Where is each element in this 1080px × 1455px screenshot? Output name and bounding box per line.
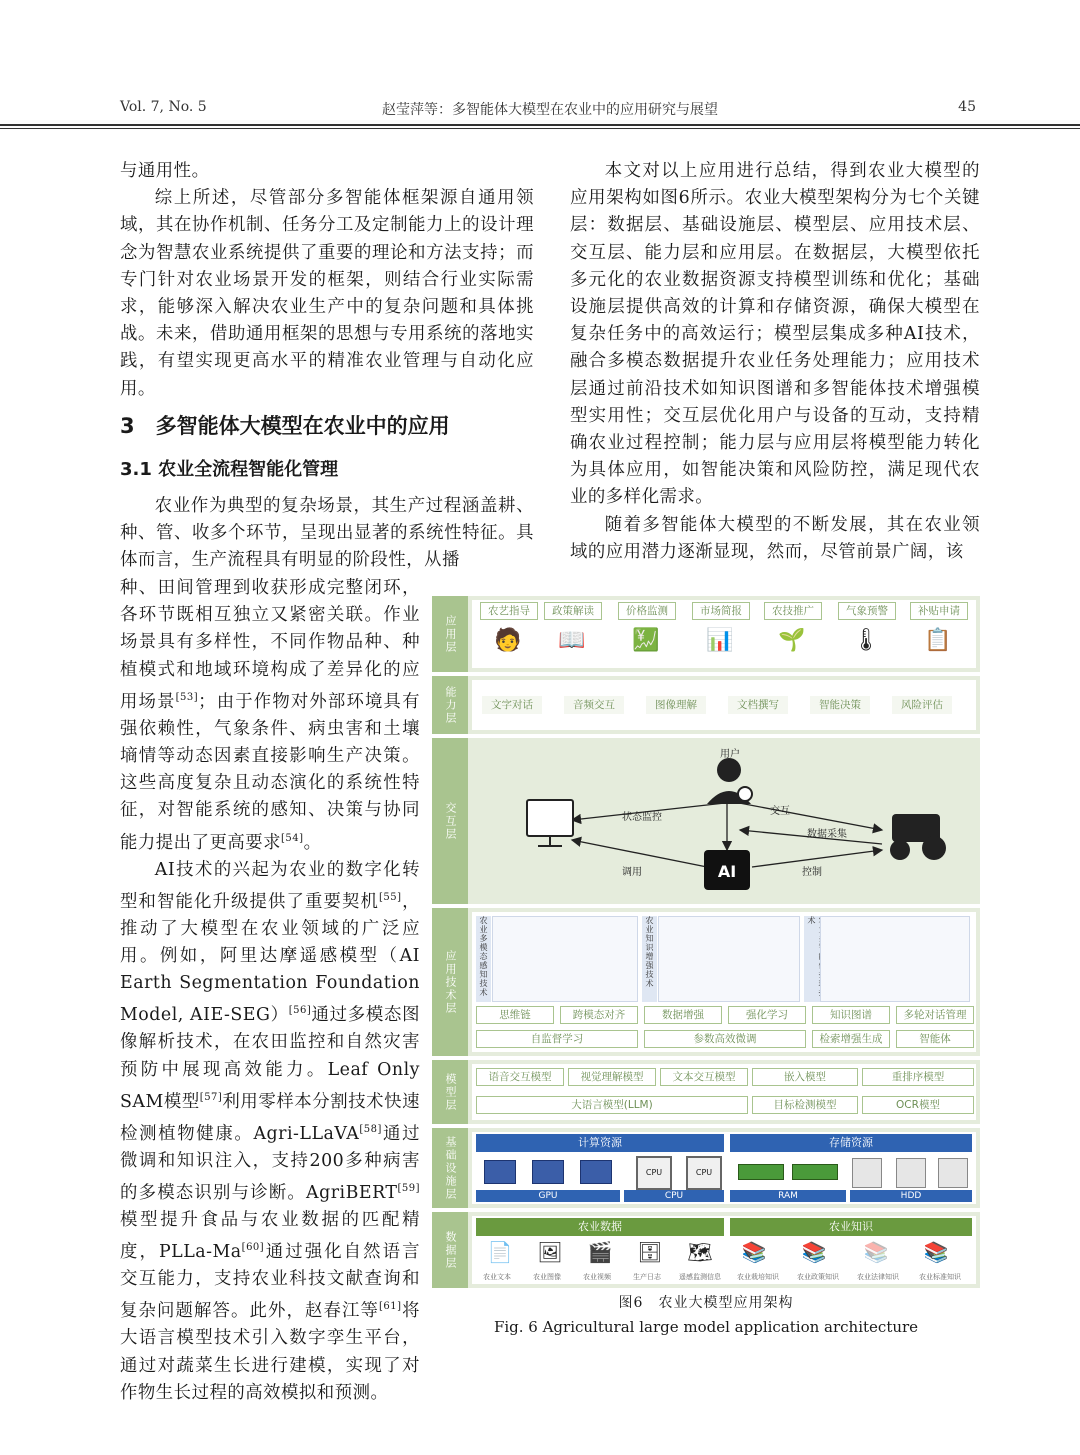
layer-model [432, 1060, 980, 1124]
layer-label [432, 738, 468, 904]
search-icon [738, 787, 752, 801]
user-label: 用户 [720, 749, 740, 760]
tech-panel-label: 农业知识增强技术 [642, 916, 657, 1002]
layer-label [432, 596, 468, 672]
app-tag: 政策解读 [544, 602, 602, 620]
citation[interactable]: [55] [378, 891, 402, 903]
layer-technology [432, 908, 980, 1056]
layer-interaction [432, 738, 980, 904]
monitor-label: 状态监控 [622, 812, 662, 823]
tech-tag: 数据增强 [644, 1006, 722, 1024]
text-ai-b: ，推动了大模型在农业领域的广泛应用。例如，阿里达摩遥感模型（AI Earth Segmentation Foundation Model, AIE-SEG） [120, 891, 420, 1026]
text-ai-g: 通过强化自然语言交互能力，支持农业科技文献查询和复杂问题解答。此外，赵春江等 [120, 1242, 420, 1322]
subsection-heading: 3.1 农业全流程智能化管理 [120, 459, 339, 480]
collect-label: 数据采集 [807, 829, 847, 840]
running-title: 赵莹萍等：多智能体大模型在农业中的应用研究与展望 [382, 102, 718, 118]
tech-tag: 检索增强生成 [812, 1030, 890, 1048]
left-column-narrow [120, 575, 420, 1407]
layer-infrastructure [432, 1128, 980, 1208]
volume-label: Vol. 7, No. 5 [120, 99, 207, 115]
citation[interactable]: [58] [359, 1123, 382, 1135]
layer-content [472, 600, 976, 668]
tech-tag: 知识图谱 [812, 1006, 890, 1024]
compute-bar: 计算资源 [476, 1134, 724, 1152]
gpu-icon [532, 1160, 564, 1184]
model-tag: 重排序模型 [862, 1068, 974, 1086]
text-ai-f: 模型提升食品与农业数据的匹配精度，PLLa-Ma [120, 1210, 420, 1263]
para-summary: 综上所述，尽管部分多智能体框架源自通用领域，其在协作机制、任务分工及定制能力上的设计理念为智慧农业系统提供了重要的理论和方法支持；而专门针对农业场景开发的框架，则结合行业实际需求，能够深入解决农业生产中的复杂问题和具体挑战。未来，借助通用框架的思想与专用系统的落地实践，有望实现更高水平的精准农业管理与自动化应用。 [120, 188, 534, 399]
perception-diagram [492, 916, 638, 1002]
ability-tag: 风险评估 [892, 696, 952, 714]
text-scenario-c: 。 [303, 832, 322, 853]
model-tag: 嵌入模型 [752, 1068, 858, 1086]
layer-label-text: 交互层 [444, 801, 457, 841]
citation[interactable]: [56] [288, 1005, 312, 1017]
gpu-icon [484, 1160, 516, 1184]
app-tag: 补贴申请 [910, 602, 968, 620]
tech-panel-label: 农业多模态感知技术 [476, 916, 491, 1002]
tech-tag: 思维链 [476, 1006, 554, 1024]
layer-ability [432, 676, 980, 734]
cpu-chip-icon: CPU [636, 1156, 672, 1190]
layer-content [472, 1064, 976, 1120]
citation[interactable]: [60] [241, 1242, 265, 1254]
para-continuation: 与通用性。 [120, 161, 210, 181]
arrow-control [752, 850, 882, 867]
monitor-icon [527, 800, 573, 836]
data-item-label: 农业标准知识 [919, 1273, 961, 1281]
presentation-icon: 📊 [706, 628, 734, 653]
tech-panel-label: 术 [804, 916, 830, 1002]
invoke-label: 调用 [622, 867, 642, 878]
model-tag: 视觉理解模型 [568, 1068, 656, 1086]
ability-tag: 文字对话 [482, 696, 542, 714]
books-icon: 📚 [741, 1240, 767, 1264]
data-item-label: 农业法律知识 [857, 1273, 899, 1281]
para-intro [120, 493, 534, 575]
image-icon: 🖼 [537, 1240, 563, 1264]
interaction-diagram [472, 742, 976, 900]
para-ai [120, 857, 420, 1407]
knowledge-diagram [658, 916, 800, 1002]
layer-label-text: 模型层 [444, 1072, 457, 1112]
cpu-chip-icon: CPU [686, 1156, 722, 1190]
ram-label: RAM [730, 1190, 846, 1202]
citation[interactable]: [57] [199, 1091, 223, 1103]
layer-label [432, 1128, 468, 1208]
text-scenario-b: ；由于作物对外部环境具有强依赖性，气象条件、病虫害和土壤墒情等动态因素直接影响生产决策。这些高度复杂且动态演化的系统性特征，对智能系统的感知、决策与协同能力提出了更高要求 [120, 691, 420, 853]
hdd-icon [852, 1158, 882, 1188]
model-tag: 文本交互模型 [660, 1068, 748, 1086]
data-item-label: 农业栽培知识 [737, 1273, 779, 1281]
user-icon [717, 758, 741, 782]
text-ai-d: 利用零样本分割技术快速检测植物健康。Agri-LLaVA [120, 1091, 420, 1144]
hdd-icon [938, 1158, 968, 1188]
para-intro-text: 农业作为典型的复杂场景，其生产过程涵盖耕、种、管、收多个环节，呈现出显著的系统性特征。具体而言，生产流程具有明显的阶段性，从播 [120, 496, 534, 571]
ability-tag: 音频交互 [564, 696, 624, 714]
ram-icon [738, 1164, 784, 1180]
right-column [570, 158, 980, 566]
text-ai-h: 将大语言模型技术引入数字孪生平台，通过对蔬菜生长进行建模，实现了对作物生长过程的高效模拟和预测。 [120, 1301, 420, 1403]
tech-tag: 多轮对话管理 [896, 1006, 974, 1024]
tech-tag: 参数高效微调 [644, 1030, 806, 1048]
books-icon: 📚 [801, 1240, 827, 1264]
model-tag: 语音交互模型 [476, 1068, 564, 1086]
para-scenario [120, 575, 420, 857]
multiagent-diagram [820, 916, 970, 1002]
app-tag: 价格监测 [618, 602, 676, 620]
ag-data-bar: 农业数据 [476, 1218, 724, 1236]
ability-tag: 图像理解 [646, 696, 706, 714]
data-item-label: 农业文本 [483, 1273, 511, 1281]
layer-content [472, 1216, 976, 1284]
subsidy-document-icon: 📋 [924, 628, 952, 653]
app-tag: 农技推广 [764, 602, 822, 620]
layer-content [472, 680, 976, 730]
cpu-label: CPU [624, 1190, 724, 1202]
books-icon: 📚 [863, 1240, 889, 1264]
video-icon: 🎬 [587, 1240, 613, 1264]
gpu-label: GPU [476, 1190, 620, 1202]
app-tag: 农艺指导 [480, 602, 538, 620]
farmer-icon: 🧑 [494, 628, 522, 653]
gpu-icon [580, 1160, 612, 1184]
architecture-figure [432, 596, 980, 1288]
plant-hand-icon: 🌱 [778, 628, 806, 653]
data-item-label: 农业视频 [583, 1273, 611, 1281]
text-scenario-a: 种、田间管理到收获形成完整闭环，各环节既相互独立又紧密关联。作业场景具有多样性，不同作物品种、种植模式和地域环境构成了差异化的应用场景 [120, 578, 420, 712]
layer-label-text: 能力层 [444, 685, 457, 725]
tech-tag: 跨模态对齐 [560, 1006, 638, 1024]
layer-label [432, 1212, 468, 1288]
layer-label [432, 1060, 468, 1124]
document-icon: 📄 [487, 1240, 513, 1264]
book-icon: 📖 [558, 628, 586, 653]
weather-thermometer-icon: 🌡 [852, 628, 880, 653]
data-item-label: 生产日志 [633, 1273, 661, 1281]
layer-content [472, 742, 976, 900]
layer-label-text: 基础设施层 [444, 1135, 457, 1201]
layer-content [472, 912, 976, 1052]
tech-tag: 自监督学习 [476, 1030, 638, 1048]
storage-bar: 存储资源 [730, 1134, 972, 1152]
citation[interactable]: [53] [175, 691, 199, 703]
books-icon: 📚 [923, 1240, 949, 1264]
database-icon: 🗄 [637, 1240, 663, 1264]
interaction-label: 交互 [770, 806, 790, 817]
section-heading: 3 多智能体大模型在农业中的应用 [120, 414, 450, 438]
model-tag: 大语言模型(LLM) [476, 1096, 748, 1114]
layer-label-text: 应用层 [444, 614, 457, 654]
header-rule-thin [0, 128, 1080, 129]
arrow-invoke [572, 840, 707, 867]
text-ai-a: AI技术的兴起为农业的数字化转型和智能化升级提供了重要契机 [120, 859, 420, 912]
text-ai-c: 通过多模态图像解析技术，在农田监控和自然灾害预防中展现高效能力。Leaf Only SAM模型 [120, 1005, 420, 1112]
data-item-label: 遥感监测信息 [679, 1273, 721, 1281]
ability-tag: 文档撰写 [728, 696, 788, 714]
ability-tag: 智能决策 [810, 696, 870, 714]
hdd-icon [896, 1158, 926, 1188]
model-tag: 目标检测模型 [752, 1096, 858, 1114]
price-monitor-icon: 💹 [632, 628, 660, 653]
citation[interactable]: [61] [378, 1301, 402, 1313]
figure-caption-cn: 图6 农业大模型应用架构 [618, 1295, 794, 1311]
page-number: 45 [958, 99, 976, 115]
layer-content [472, 1132, 976, 1204]
layer-label [432, 676, 468, 734]
data-item-label: 农业图像 [533, 1273, 561, 1281]
ai-label: AI [717, 862, 737, 881]
citation[interactable]: [59] [397, 1183, 420, 1195]
para-architecture: 本文对以上应用进行总结，得到农业大模型的应用架构如图6所示。农业大模型架构分为七个关键层：数据层、基础设施层、模型层、应用技术层、交互层、能力层和应用层。在数据层，大模型依托多元化的农业数据资源支持模型训练和优化；基础设施层提供高效的计算和存储资源，确保大模型在复杂任务中的高效运行；模型层集成多种AI技术，融合多模态数据提升农业任务处理能力；应用技术层通过前沿技术如知识图谱和多智能体技术增强模型实用性；交互层优化用户与设备的互动，支持精确农业过程控制；能力层与应用层将模型能力转化为具体应用，如智能决策和风险防控，满足现代农业的多样化需求。 [570, 161, 980, 508]
model-tag: OCR模型 [862, 1096, 974, 1114]
running-header [120, 97, 980, 121]
app-tag: 气象预警 [838, 602, 896, 620]
layer-label-text: 应用技术层 [444, 949, 457, 1015]
figure-caption-en: Fig. 6 Agricultural large model application architecture [493, 1318, 919, 1336]
tech-tag: 强化学习 [728, 1006, 806, 1024]
layer-label-text: 数据层 [444, 1230, 457, 1270]
tech-tag: 智能体 [896, 1030, 974, 1048]
layer-data [432, 1212, 980, 1288]
control-label: 控制 [802, 867, 822, 878]
app-tag: 市场简报 [692, 602, 750, 620]
ag-knowledge-bar: 农业知识 [730, 1218, 972, 1236]
citation[interactable]: [54] [281, 832, 304, 844]
arrow-user-tractor [734, 802, 882, 830]
satellite-map-icon: 🗺 [687, 1240, 713, 1264]
para-development: 随着多智能体大模型的不断发展，其在农业领域的应用潜力逐渐显现，然而，尽管前景广阔，该 [570, 514, 980, 562]
header-rule [0, 124, 1080, 126]
data-item-label: 农业政策知识 [797, 1273, 839, 1281]
text-ai-e: 通过微调和知识注入，支持200多种病害的多模态识别与诊断。AgriBERT [120, 1123, 420, 1203]
left-column-top [120, 158, 534, 403]
ram-icon [792, 1164, 838, 1180]
layer-label [432, 908, 468, 1056]
layer-application [432, 596, 980, 672]
hdd-label: HDD [850, 1190, 972, 1202]
